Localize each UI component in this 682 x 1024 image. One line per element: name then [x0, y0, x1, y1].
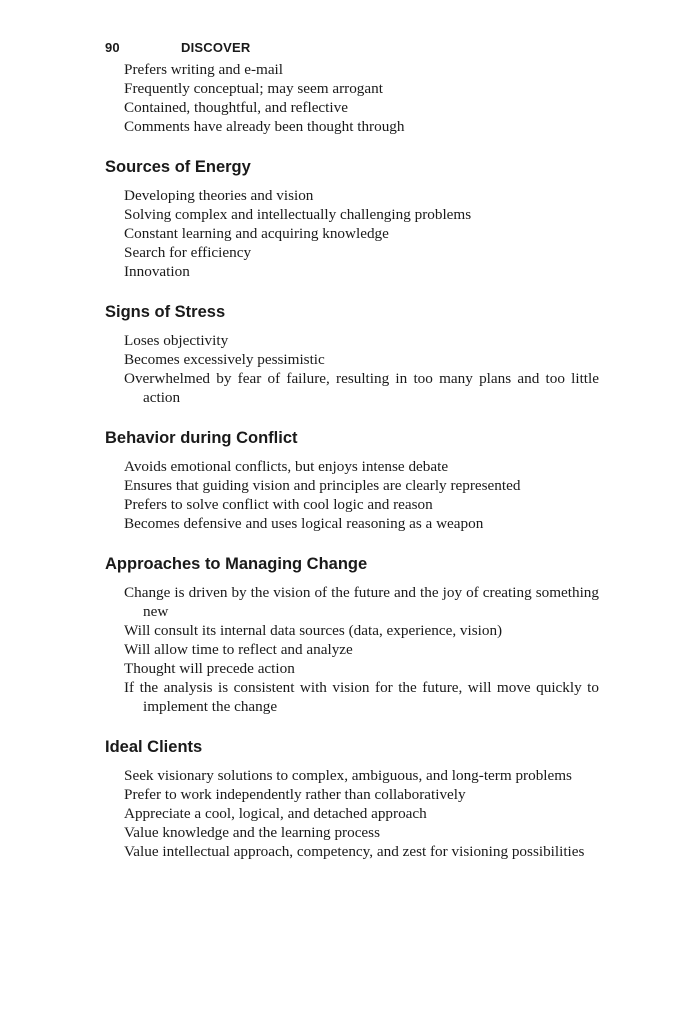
running-head — [105, 40, 599, 60]
list-item: Becomes excessively pessimistic — [124, 351, 325, 368]
section-list — [105, 766, 599, 861]
list-item: Avoids emotional conflicts, but enjoys intense debate — [124, 458, 449, 475]
list-item: Overwhelmed by fear of failure, resulting in too many plans and too little action — [124, 370, 599, 406]
list-item: Prefers to solve conflict with cool logic and reason — [124, 496, 433, 513]
section-title: Behavior during Conflict — [105, 429, 298, 447]
section-list — [105, 457, 599, 533]
section-signs-of-stress — [105, 301, 599, 407]
list-item: Value intellectual approach, competency, and zest for visioning possibilities — [124, 843, 585, 860]
section-behavior-during-conflict — [105, 427, 599, 533]
list-item: Solving complex and intellectually challenging problems — [124, 206, 472, 223]
list-item: Will allow time to reflect and analyze — [124, 641, 353, 658]
running-title: DISCOVER — [181, 40, 251, 55]
list-item: Search for efficiency — [124, 244, 252, 261]
section-title: Sources of Energy — [105, 158, 251, 176]
list-item: Prefers writing and e-mail — [124, 61, 283, 78]
book-page — [105, 40, 599, 861]
list-item: Ensures that guiding vision and principles are clearly represented — [124, 477, 521, 494]
section-ideal-clients — [105, 736, 599, 861]
section-sources-of-energy — [105, 156, 599, 281]
section-list — [105, 186, 599, 281]
list-item: Developing theories and vision — [124, 187, 314, 204]
list-item: Seek visionary solutions to complex, ambiguous, and long-term problems — [124, 767, 572, 784]
list-item: Frequently conceptual; may seem arrogant — [124, 80, 383, 97]
list-item: Comments have already been thought through — [124, 118, 405, 135]
section-title: Signs of Stress — [105, 303, 226, 321]
list-item: Constant learning and acquiring knowledge — [124, 225, 389, 242]
list-item: Becomes defensive and uses logical reasoning as a weapon — [124, 515, 484, 532]
section-list — [105, 331, 599, 407]
intro-list — [105, 60, 599, 136]
list-item: If the analysis is consistent with vision for the future, will move quickly to implement the change — [124, 679, 599, 715]
list-item: Change is driven by the vision of the future and the joy of creating something new — [124, 584, 599, 620]
list-item: Value knowledge and the learning process — [124, 824, 380, 841]
section-title: Ideal Clients — [105, 738, 203, 756]
list-item: Will consult its internal data sources (data, experience, vision) — [124, 622, 503, 639]
list-item: Contained, thoughtful, and reflective — [124, 99, 348, 116]
list-item: Appreciate a cool, logical, and detached approach — [124, 805, 427, 822]
list-item: Innovation — [124, 263, 190, 280]
section-approaches-to-managing-change — [105, 553, 599, 716]
section-title: Approaches to Managing Change — [105, 555, 368, 573]
list-item: Prefer to work independently rather than collaboratively — [124, 786, 466, 803]
page-number: 90 — [105, 40, 120, 55]
section-list — [105, 583, 599, 716]
list-item: Loses objectivity — [124, 332, 229, 349]
list-item: Thought will precede action — [124, 660, 295, 677]
